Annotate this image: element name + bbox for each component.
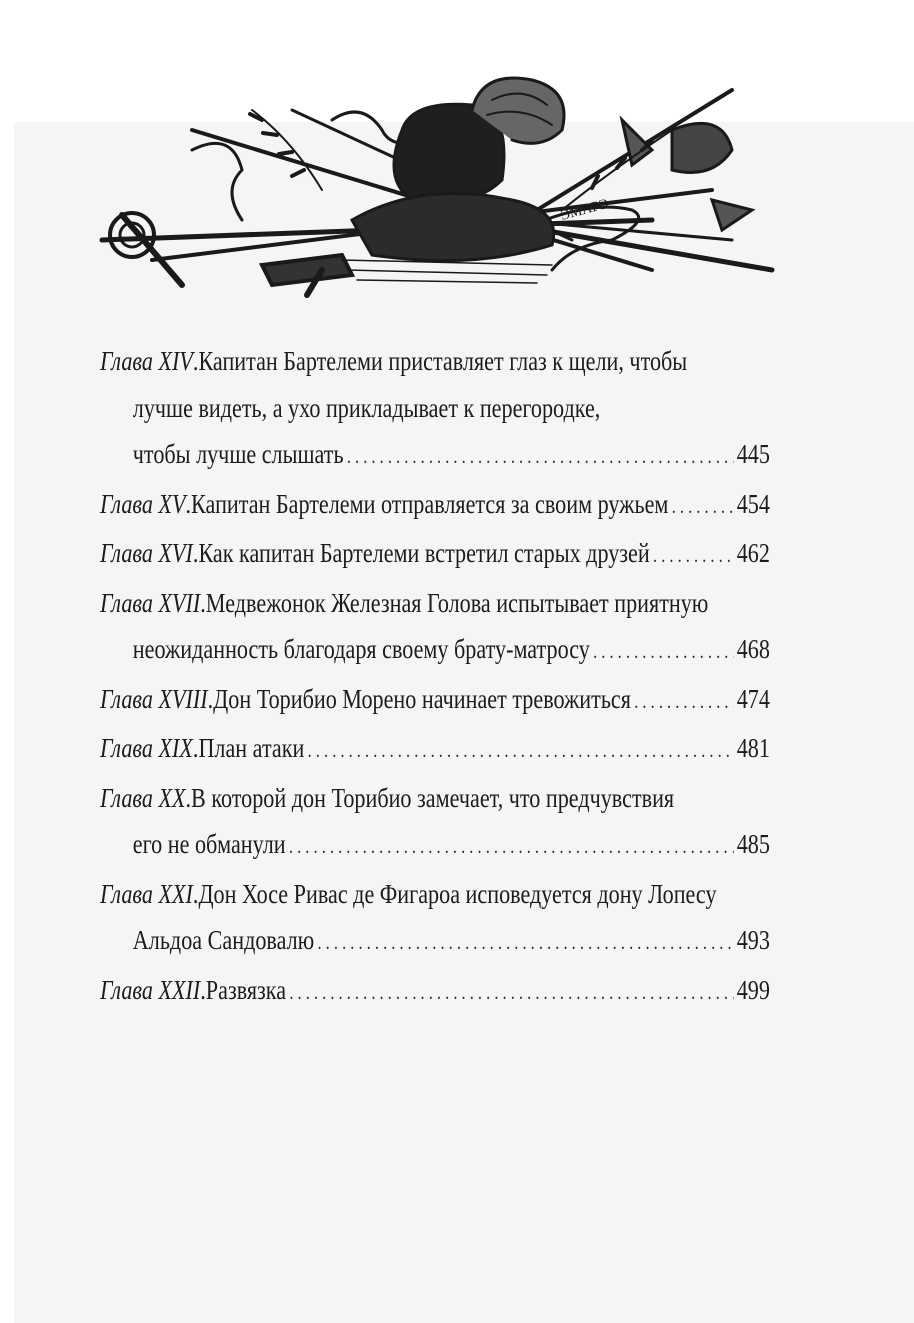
chapter-label: Глава XVII (100, 587, 201, 618)
page-number: 493 (736, 925, 770, 955)
chapter-title: Как капитан Бартелеми встретил старых друзей (198, 538, 650, 568)
leader-dots (289, 967, 733, 1017)
chapter-label: Глава XXII (100, 974, 201, 1005)
toc-entry[interactable] (100, 481, 770, 531)
toc-entry[interactable] (100, 871, 770, 967)
chapter-label: Глава XIV (100, 346, 193, 376)
page-number: 462 (736, 538, 770, 568)
toc-line: Глава XVII . Медвежонок Железная Голова испытывает приятную (100, 580, 770, 627)
page-number: 468 (736, 634, 770, 664)
chapter-title: Капитан Бартелеми приставляет глаз к щели, чтобы (198, 346, 688, 376)
page-number: 481 (736, 733, 770, 763)
weapons-hat-vignette-icon (92, 70, 782, 302)
page-number: 499 (736, 974, 770, 1005)
chapter-title: Дон Торибио Морено начинает тревожиться (213, 683, 631, 714)
page-number: 485 (736, 829, 770, 859)
chapter-title: его не обманули (132, 829, 286, 859)
toc-line: Глава XVIII . Дон Торибио Морено начинает тревожиться . . . 474 (100, 676, 770, 726)
toc-line: Глава XX . В которой дон Торибио замечает, что предчувствия (100, 775, 770, 822)
toc-line (100, 821, 770, 871)
leader-dots (672, 481, 734, 531)
chapter-title: Альдоа Сандовалю (132, 925, 315, 955)
leader-dots (593, 626, 733, 676)
chapter-title: Капитан Бартелеми отправляется за своим ружьем (191, 488, 669, 519)
toc-line: Глава XVI . Как капитан Бартелеми встретил старых друзей . . . 462 (100, 530, 770, 580)
toc-line: Глава XXI . Дон Хосе Ривас де Фигароа исповедуется дону Лопесу (100, 871, 770, 918)
vignette-ribbon-text: ЭМАРЭ (559, 196, 611, 224)
chapter-title: неожиданность благодаря своему брату-матросу (132, 634, 590, 664)
toc-line: Глава XIV . Капитан Бартелеми приставляет глаз к щели, чтобы (100, 338, 770, 385)
toc-entry[interactable] (100, 530, 770, 580)
toc-entry[interactable] (100, 725, 770, 775)
leader-dots (308, 725, 734, 775)
chapter-title: Дон Хосе Ривас де Фигароа исповедуется дону Лопесу (198, 878, 717, 909)
leader-dots (653, 530, 733, 580)
page-number: 445 (736, 439, 770, 469)
chapter-label: Глава XX (100, 782, 186, 813)
leader-dots (289, 821, 734, 871)
chapter-label: Глава XV (100, 488, 186, 519)
chapter-title: лучше видеть, а ухо прикладывает к перегородке, (132, 392, 601, 423)
toc-line (100, 431, 770, 481)
chapter-title: чтобы лучше слышать (132, 439, 344, 469)
toc-entry[interactable] (100, 775, 770, 871)
toc-entry[interactable] (100, 338, 770, 481)
toc-entry[interactable] (100, 676, 770, 726)
toc-line: Глава XV . Капитан Бартелеми отправляется за своим ружьем . . . 454 (100, 481, 770, 531)
toc-entry[interactable] (100, 967, 770, 1017)
page-number: 454 (736, 488, 770, 519)
toc-entry[interactable] (100, 580, 770, 676)
toc-line (100, 385, 770, 432)
page-number: 474 (736, 683, 770, 714)
chapter-title: Развязка (205, 974, 287, 1005)
chapter-label: Глава XVI (100, 538, 193, 568)
toc-line: Глава XIX . План атаки . . . 481 (100, 725, 770, 775)
leader-dots (317, 917, 733, 967)
chapter-title: План атаки (198, 733, 305, 763)
chapter-title: В которой дон Торибио замечает, что предчувствия (191, 782, 675, 813)
leader-dots (347, 431, 734, 481)
toc-line (100, 917, 770, 967)
toc-line: Глава XXII . Развязка . . . 499 (100, 967, 770, 1017)
table-of-contents (100, 338, 770, 1016)
chapter-label: Глава XXI (100, 878, 193, 909)
chapter-title: Медвежонок Железная Голова испытывает приятную (205, 587, 709, 618)
leader-dots (634, 676, 733, 726)
chapter-label: Глава XVIII (100, 683, 208, 714)
chapter-label: Глава XIX (100, 733, 193, 763)
toc-line (100, 626, 770, 676)
